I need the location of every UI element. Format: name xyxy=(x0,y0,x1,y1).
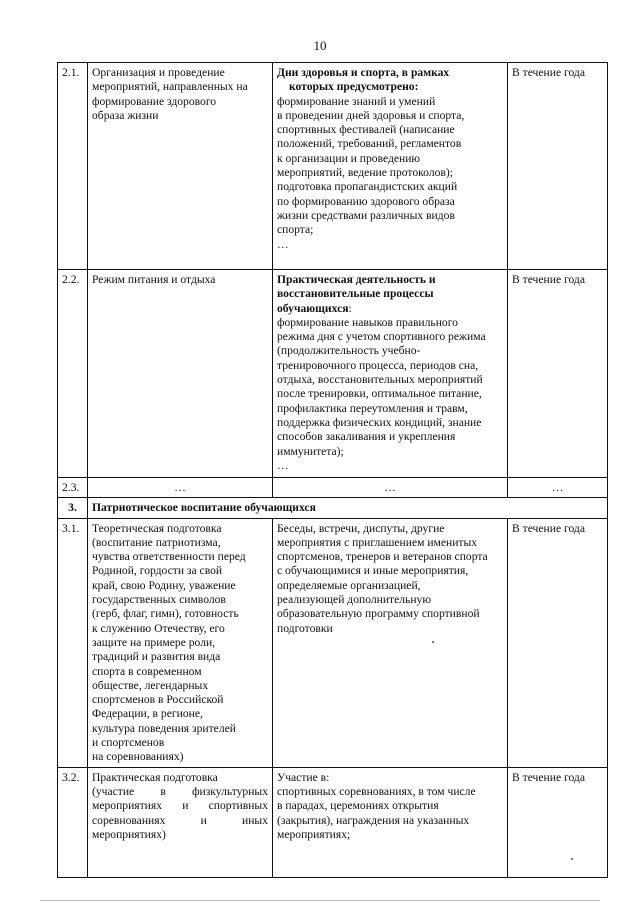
row-number: 3.1. xyxy=(58,518,88,767)
topic-line: спорта в современном xyxy=(92,664,202,678)
topic-line: Режим питания и отдыха xyxy=(92,273,216,286)
table-row xyxy=(58,478,608,498)
topic-line: Теоретическая подготовка xyxy=(92,521,222,535)
content-line: спортсменов, тренеров и ветеранов спорта xyxy=(277,550,488,564)
topic-line: Федерации, в регионе, xyxy=(92,707,203,721)
topic-cell xyxy=(88,270,273,478)
term-cell: В течение года xyxy=(508,767,608,877)
content-line: подготовка пропагандистских акций xyxy=(277,180,458,194)
topic-cell xyxy=(88,63,273,270)
content-line: мероприятий, ведение протоколов); xyxy=(277,166,453,180)
content-cell xyxy=(273,270,508,478)
topic-line: и спортсменов xyxy=(92,736,165,750)
scan-speck xyxy=(571,858,573,860)
content-title-line xyxy=(277,302,503,316)
table-row xyxy=(58,63,608,270)
content-line: иммунитета); xyxy=(277,444,344,458)
content-line: Беседы, встречи, диспуты, другие xyxy=(277,521,445,535)
topic-line: к служению Отечеству, его xyxy=(92,621,225,635)
content-line: формирование навыков правильного xyxy=(277,315,458,329)
content-line: после тренировки, оптимальное питание, xyxy=(277,387,482,401)
topic-line: (герб, флаг, гимн), готовность xyxy=(92,607,239,621)
content-line: с обучающимися и иные мероприятия, xyxy=(277,564,469,578)
content-title-line: Дни здоровья и спорта, в рамках xyxy=(277,66,450,79)
content-line: в парадах, церемониях открытия xyxy=(277,799,439,813)
section-row xyxy=(58,498,608,518)
content-line: отдыха, восстановительных мероприятий xyxy=(277,373,483,387)
content-line: (продолжительность учебно- xyxy=(277,344,421,358)
content-cell xyxy=(273,767,508,877)
section-number: 3. xyxy=(58,498,88,518)
content-line: положений, требований, регламентов xyxy=(277,137,462,151)
topic-line: на соревнованиях) xyxy=(92,750,184,764)
content-line: формирование знаний и умений xyxy=(277,94,436,108)
row-number: 2.3. xyxy=(58,478,88,498)
topic-line: соревнованиях и иных xyxy=(92,813,268,827)
topic-line: государственных символов xyxy=(92,593,226,607)
content-cell: … xyxy=(273,478,508,498)
content-line: способов закаливания и укрепления xyxy=(277,430,456,444)
topic-line: формирование здорового xyxy=(92,94,217,108)
topic-cell: … xyxy=(88,478,273,498)
content-cell xyxy=(273,63,508,270)
topic-line: традиций и развития вида xyxy=(92,650,221,664)
content-line: спорта; xyxy=(277,223,314,237)
content-cell xyxy=(273,518,508,767)
term-cell: В течение года xyxy=(508,270,608,478)
content-line: определяемые организацией, xyxy=(277,578,421,592)
content-line: к организации и проведению xyxy=(277,151,421,165)
content-line: спортивных фестивалей (написание xyxy=(277,123,455,137)
topic-line: мероприятиях) xyxy=(92,827,166,841)
topic-cell xyxy=(88,767,273,877)
content-line: спортивных соревнованиях, в том числе xyxy=(277,784,476,798)
topic-line: мероприятиях и спортивных xyxy=(92,799,268,813)
table-row xyxy=(58,518,608,767)
scan-edge xyxy=(40,900,600,901)
content-title-line: Практическая деятельность и xyxy=(277,273,436,286)
term-cell: В течение года xyxy=(508,63,608,270)
content-line: (закрытия), награждения на указанных xyxy=(277,813,470,827)
content-line: жизни средствами различных видов xyxy=(277,208,455,222)
table-row xyxy=(58,767,608,877)
row-number: 3.2. xyxy=(58,767,88,877)
row-number: 2.1. xyxy=(58,63,88,270)
topic-line: мероприятий, направленных на xyxy=(92,80,248,94)
row-number: 2.2. xyxy=(58,270,88,478)
topic-line: (участие в физкультурных xyxy=(92,784,268,798)
plan-table xyxy=(57,62,608,878)
topic-line: образа жизни xyxy=(92,108,159,122)
content-line: в проведении дней здоровья и спорта, xyxy=(277,108,465,122)
content-line: Участие в: xyxy=(277,770,330,784)
section-title: Патриотическое воспитание обучающихся xyxy=(88,498,608,518)
term-cell: В течение года xyxy=(508,518,608,767)
content-line: тренировочного процесса, периодов сна, xyxy=(277,358,479,372)
topic-line: чувства ответственности перед xyxy=(92,550,246,564)
content-title-line: которых предусмотрено: xyxy=(289,80,419,94)
topic-line: Практическая подготовка xyxy=(92,770,218,784)
topic-line: Родиной, гордости за свой xyxy=(92,564,223,578)
content-line: поддержка физических кондиций, знание xyxy=(277,415,482,429)
content-title-text: обучающихся xyxy=(277,301,349,315)
topic-line: защите на примере роли, xyxy=(92,635,216,649)
topic-line: спортсменов в Российской xyxy=(92,693,224,707)
content-line: мероприятия с приглашением именитых xyxy=(277,535,478,549)
content-line: профилактика переутомления и травм, xyxy=(277,401,468,415)
content-line: по формированию здорового образа xyxy=(277,194,455,208)
content-title-colon: : xyxy=(348,301,352,315)
content-line: мероприятиях; xyxy=(277,827,351,841)
content-line: … xyxy=(277,458,289,472)
topic-line: Организация и проведение xyxy=(92,66,225,79)
term-cell: … xyxy=(508,478,608,498)
topic-line: обществе, легендарных xyxy=(92,678,209,692)
scan-speck xyxy=(432,641,434,643)
content-line: подготовки xyxy=(277,621,333,635)
content-line: реализующей дополнительную xyxy=(277,593,431,607)
content-line: образовательную программу спортивной xyxy=(277,607,480,621)
table-row xyxy=(58,270,608,478)
topic-line: культура поведения зрителей xyxy=(92,721,236,735)
content-line: … xyxy=(277,237,289,251)
content-title-line: восстановительные процессы xyxy=(277,287,434,301)
content-line: режима дня с учетом спортивного режима xyxy=(277,330,486,344)
topic-cell xyxy=(88,518,273,767)
page-number: 10 xyxy=(313,38,327,53)
topic-line: (воспитание патриотизма, xyxy=(92,535,221,549)
topic-line: край, свою Родину, уважение xyxy=(92,578,236,592)
